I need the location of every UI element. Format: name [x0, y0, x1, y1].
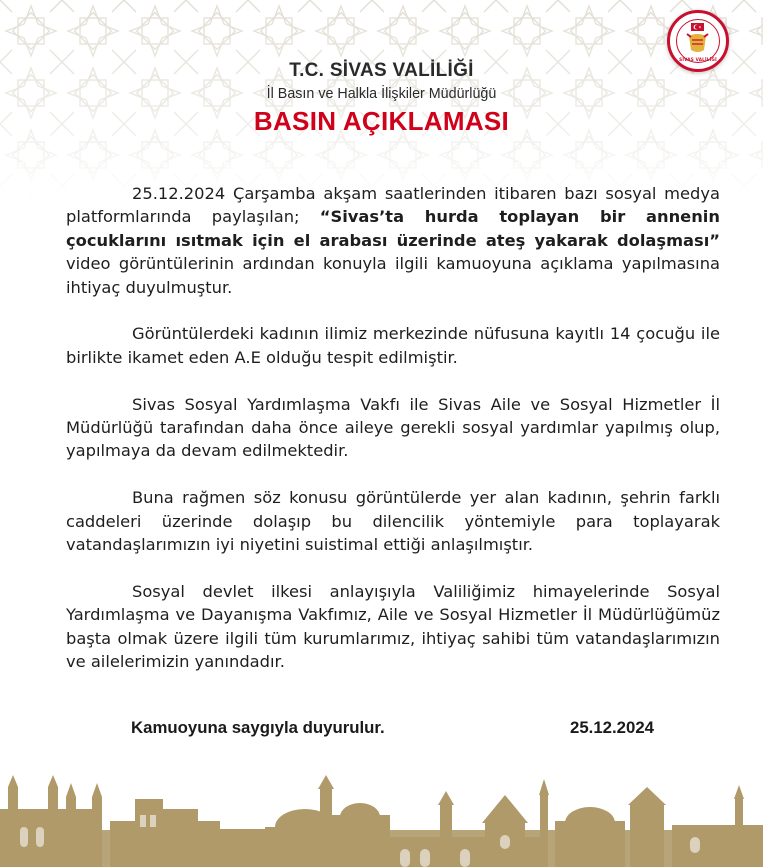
paragraph-3: Sivas Sosyal Yardımlaşma Vakfı ile Sivas Aile ve Sosyal Hizmetler İl Müdürlüğü tarafından daha önce aileye gerekli sosyal yardımlar yapılmış olup, yapılmaya da devam edilmektedir. [66, 394, 720, 461]
paragraph-1 [66, 182, 720, 299]
paragraph-2: Görüntülerdeki kadının ilimiz merkezinde nüfusuna kayıtlı 14 çocuğu ile birlikte ikamet eden A.E olduğu tespit edilmiştir. [66, 324, 720, 367]
press-release-heading: BASIN AÇIKLAMASI [253, 106, 510, 136]
paragraph-1-quote: “Sivas’ta hurda toplayan bir annenin çocuklarını ısıtmak için el arabası üzerinde ateş yakarak dolaşması” [66, 207, 720, 250]
paragraph-5: Sosyal devlet ilkesi anlayışıyla Valiliğimiz himayelerinde Sosyal Yardımlaşma ve Dayanışma Vakfımız, Aile ve Sosyal Hizmetler İl Müdürlüğümüz başta olmak üzere ilgili tüm kurumlarımız, ihtiyaç sahibi tüm vatandaşlarımızın ve ailelerimizin yanındadır. [66, 581, 720, 672]
press-release-body [66, 182, 720, 697]
paragraph-1-rest: video görüntülerinin ardından konuyla ilgili kamuoyuna açıklama yapılmasına ihtiyaç duyulmuştur. [66, 254, 720, 297]
page-title: T.C. SİVAS VALİLİĞİ [289, 60, 474, 81]
release-date: 25.12.2024 [570, 718, 654, 737]
department-subtitle: İl Basın ve Halkla İlişkiler Müdürlüğü [266, 86, 497, 102]
sivas-skyline-illustration [0, 775, 763, 867]
paragraph-1-intro: 25.12.2024 Çarşamba akşam saatlerinden itibaren bazı sosyal medya platformlarında paylaşılan; [66, 184, 720, 227]
closing-statement: Kamuoyuna saygıyla duyurulur. [131, 718, 385, 737]
paragraph-4: Buna rağmen söz konusu görüntülerde yer alan kadının, şehrin farklı caddeleri üzerinde dolaşıp bu dilencilik yöntemiyle para toplayarak vatandaşlarımızın iyi niyetini suistimal ettiği anlaşılmıştır. [66, 488, 720, 555]
double-headed-eagle-icon [677, 20, 718, 61]
logo-caption: SİVAS VALİLİĞİ [679, 57, 717, 62]
